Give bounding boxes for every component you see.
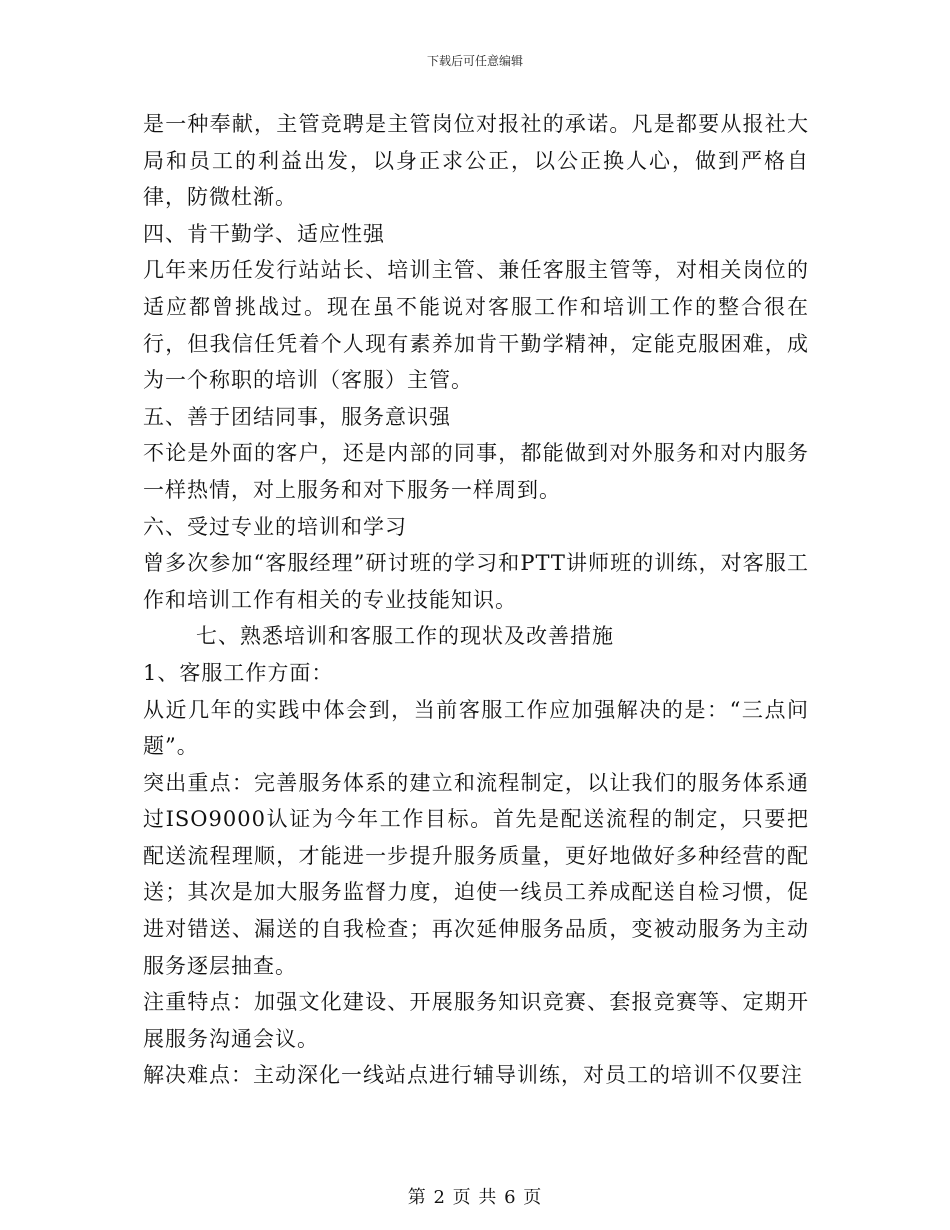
section-heading: 六、受过专业的培训和学习 — [143, 514, 407, 539]
document-body — [143, 106, 809, 1094]
paragraph: 是一种奉献，主管竞聘是主管岗位对报社的承诺。凡是都要从报社大局和员工的利益出发，以身正求公正，以公正换人心，做到严格自律，防微杜渐。 — [143, 112, 809, 210]
paragraph: 曾多次参加“客服经理”研讨班的学习和PTT讲师班的训练，对客服工作和培训工作有相关的专业技能知识。 — [143, 551, 809, 612]
paragraph: 突出重点：完善服务体系的建立和流程制定，以让我们的服务体系通过ISO9000认证为今年工作目标。首先是配送流程的制定，只要把配送流程理顺，才能进一步提升服务质量，更好地做好多种经营的配送；其次是加大服务监督力度，迫使一线员工养成配送自检习惯，促进对错送、漏送的自我检查；再次延伸服务品质，变被动服务为主动服务逐层抽查。 — [143, 770, 809, 978]
section-heading: 四、肯干勤学、适应性强 — [143, 221, 385, 246]
paragraph: 注重特点：加强文化建设、开展服务知识竞赛、套报竞赛等、定期开展服务沟通会议。 — [143, 990, 809, 1051]
page-number-footer: 第 2 页 共 6 页 — [407, 1187, 543, 1208]
paragraph: 从近几年的实践中体会到，当前客服工作应加强解决的是：“三点问题”。 — [143, 697, 809, 759]
paragraph: 解决难点：主动深化一线站点进行辅导训练，对员工的培训不仅要注 — [143, 1063, 803, 1088]
paragraph: 几年来历任发行站站长、培训主管、兼任客服主管等，对相关岗位的适应都曾挑战过。现在虽不能说对客服工作和培训工作的整合很在行，但我信任凭着个人现有素养加肯干勤学精神，定能克服困难，成为一个称职的培训（客服）主管。 — [143, 258, 809, 393]
section-heading: 七、熟悉培训和客服工作的现状及改善措施 — [196, 624, 614, 649]
section-heading: 五、善于团结同事，服务意识强 — [143, 404, 451, 429]
paragraph: 不论是外面的客户，还是内部的同事，都能做到对外服务和对内服务一样热情，对上服务和对下服务一样周到。 — [143, 441, 809, 502]
subsection-heading: 1、客服工作方面： — [143, 660, 334, 685]
page-header-note: 下载后可任意编辑 — [426, 54, 523, 68]
